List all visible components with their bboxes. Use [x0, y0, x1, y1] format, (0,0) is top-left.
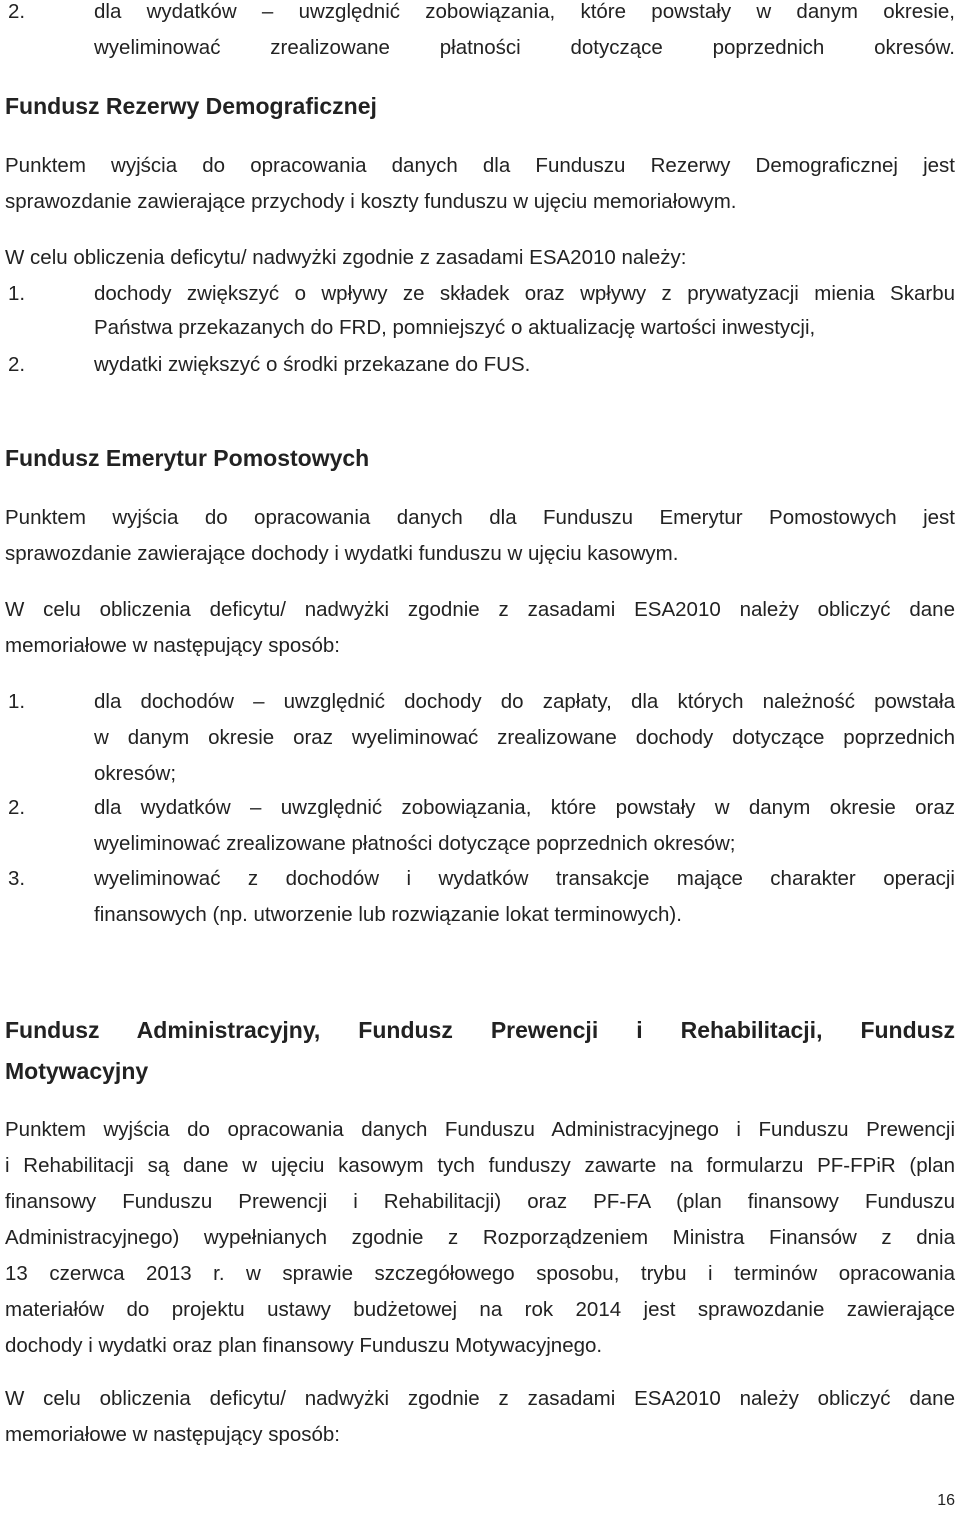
paragraph: W celu obliczenia deficytu/ nadwyżki zgodnie z zasadami ESA2010 należy:: [5, 246, 687, 269]
list-line: finansowych (np. utworzenie lub rozwiązanie lokat terminowych).: [94, 903, 682, 926]
section-heading: Fundusz Emerytur Pomostowych: [5, 445, 370, 471]
paragraph-line: memoriałowe w następujący sposób:: [5, 634, 340, 657]
paragraph-line: sprawozdanie zawierające dochody i wydatki funduszu w ujęciu kasowym.: [5, 542, 679, 565]
section-heading: [5, 1010, 955, 1092]
paragraph-line: 13 czerwca 2013 r. w sprawie szczegółowego sposobu, trybu i terminów opracowania: [5, 1262, 955, 1285]
heading-line: Motywacyjny: [5, 1058, 149, 1084]
list-line: okresów;: [94, 762, 177, 785]
list-line: dochody zwiększyć o wpływy ze składek oraz wpływy z prywatyzacji mienia Skarbu: [94, 282, 955, 305]
paragraph-line: memoriałowe w następujący sposób:: [5, 1423, 340, 1446]
paragraph: [5, 592, 955, 664]
paragraph-line: W celu obliczenia deficytu/ nadwyżki zgodnie z zasadami ESA2010 należy obliczyć dane: [5, 1387, 955, 1410]
list-number: 2.: [8, 796, 26, 819]
paragraph-line: Punktem wyjścia do opracowania danych dla Funduszu Emerytur Pomostowych jest: [5, 506, 955, 529]
list-text: [94, 0, 955, 66]
list-line: w danym okresie oraz wyeliminować zrealizowane dochody dotyczące poprzednich: [94, 726, 955, 749]
paragraph-line: sprawozdanie zawierające przychody i koszty funduszu w ujęciu memoriałowym.: [5, 190, 737, 213]
list-line: dla dochodów – uwzględnić dochody do zapłaty, dla których należność powstała: [94, 690, 955, 713]
paragraph-line: W celu obliczenia deficytu/ nadwyżki zgodnie z zasadami ESA2010 należy obliczyć dane: [5, 598, 955, 621]
list-text: [94, 277, 955, 345]
list-line: dla wydatków – uwzględnić zobowiązania, które powstały w danym okresie,: [94, 0, 955, 23]
list-line: wyeliminować z dochodów i wydatków transakcje mające charakter operacji: [94, 867, 955, 890]
paragraph: [5, 1381, 955, 1453]
list-text: [94, 684, 955, 792]
paragraph: [5, 500, 955, 572]
section-heading: Fundusz Rezerwy Demograficznej: [5, 93, 377, 119]
list-number: 2.: [8, 353, 26, 376]
paragraph: [5, 1112, 955, 1364]
list-number: 2.: [8, 0, 26, 23]
page-number: 16: [937, 1492, 955, 1509]
paragraph-line: dochody i wydatki oraz plan finansowy Funduszu Motywacyjnego.: [5, 1334, 603, 1357]
paragraph-line: Administracyjnego) wypełnianych zgodnie z Rozporządzeniem Ministra Finansów z dnia: [5, 1226, 955, 1249]
list-line: wyeliminować zrealizowane płatności dotyczące poprzednich okresów;: [94, 832, 736, 855]
paragraph-line: materiałów do projektu ustawy budżetowej na rok 2014 jest sprawozdanie zawierające: [5, 1298, 955, 1321]
heading-line: Fundusz Administracyjny, Fundusz Prewencji i Rehabilitacji, Fundusz: [5, 1017, 955, 1043]
list-text: [94, 790, 955, 862]
paragraph-line: finansowy Funduszu Prewencji i Rehabilitacji) oraz PF-FA (plan finansowy Funduszu: [5, 1190, 955, 1213]
list-line: dla wydatków – uwzględnić zobowiązania, które powstały w danym okresie oraz: [94, 796, 955, 819]
paragraph: [5, 148, 955, 220]
list-text: [94, 861, 955, 933]
list-number: 1.: [8, 282, 26, 305]
list-line: wyeliminować zrealizowane płatności dotyczące poprzednich okresów.: [94, 36, 955, 59]
paragraph-line: i Rehabilitacji są dane w ujęciu kasowym tych funduszy zawarte na formularzu PF-FPiR (plan: [5, 1154, 955, 1177]
paragraph-line: Punktem wyjścia do opracowania danych Funduszu Administracyjnego i Funduszu Prewencji: [5, 1118, 955, 1141]
list-text: wydatki zwiększyć o środki przekazane do FUS.: [94, 353, 531, 376]
paragraph-line: Punktem wyjścia do opracowania danych dla Funduszu Rezerwy Demograficznej jest: [5, 154, 955, 177]
list-number: 3.: [8, 867, 26, 890]
list-line: Państwa przekazanych do FRD, pomniejszyć o aktualizację wartości inwestycji,: [94, 316, 816, 339]
list-number: 1.: [8, 690, 26, 713]
